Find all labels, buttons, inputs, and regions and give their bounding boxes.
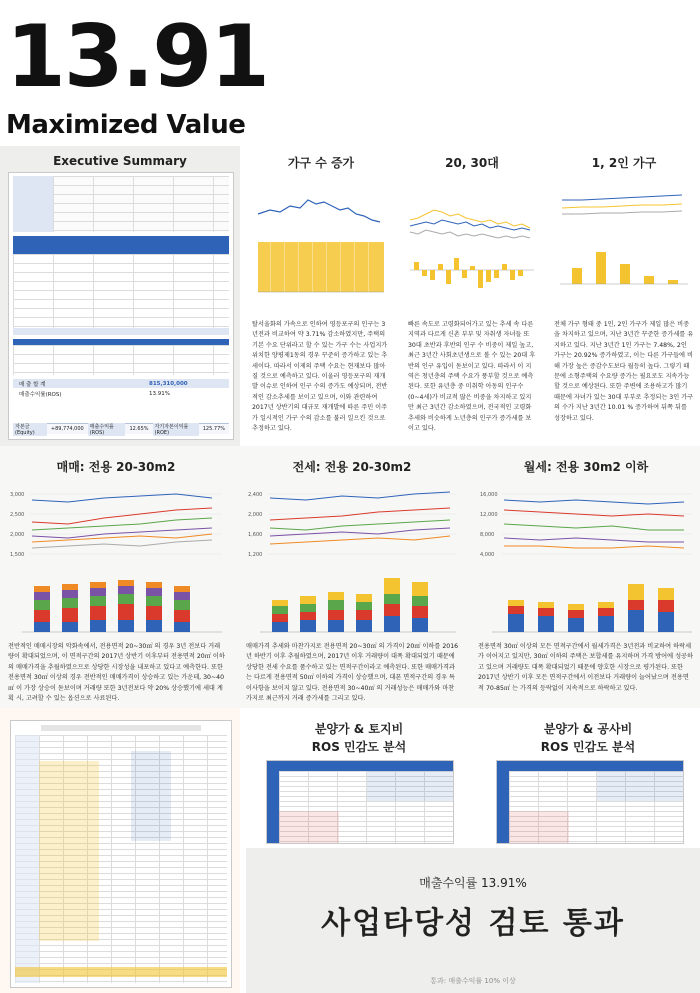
monthly-panel	[472, 446, 700, 708]
age-description: 빠른 속도로 고령화되어가고 있는 추세 속 다른 지역과 다르게 신촌 부부 및 자취생 자녀들 또 30대 초반과 후반의 인구 수 비중이 제일 높고, 최근 3년간 사회초년생으로 볼 수 있는 20대 후반의 인구 유입이 돋보이고 있다. 따라서 이 지역은 청년층의 주택 수요가 풍부할 것으로 예측된다. 또한 유년층 중 미취학 아동의 인구수 (0~4세)가 비교적 많은 비중을 차지하고 있지만 최근 3년간 감소하였으며, 전국적인 고령화 추세와 비슷하게 노년층의 인구가 증가세를 보이고 있다.	[408, 321, 536, 433]
households-description: 탈서울화의 가속으로 인하여 영등포구의 인구는 3년전과 비교하여 약 3.71% 감소하였지만, 주택의 기본 수요 단위라고 할 수 있는 가구 수는 사업지가 위치한 양평제1동의 경우 꾸준히 증가하고 있는 추세이다. 따라서 이제의 주택 수요는 현재보다 많아질 것으로 예측하고 있다. 이울러 영등포구의 재개발 이슈로 인하여 인구 수의 증가도 예상되며, 전반적인 감소추세를 보이고 있으며, 이와 관련하여 2017년 상반기의 대규모 재개발에 따른 주민 이주가 일시적인 가구 수의 감소를 불러 일으킨 것으로 추정하고 있다.	[252, 321, 388, 433]
sheet-equity-label: 자본금(Equity)	[13, 423, 47, 436]
single-household-panel	[548, 146, 700, 446]
sheet-roe-value: 125.77%	[202, 426, 225, 432]
cashflow-sheet-left-col	[15, 735, 39, 983]
jeonse-description: 매매가격 추세와 마찬가지로 전용면적 20~30㎡ 의 가격이 20㎡ 이하를 2016년 하반기 이후 추월하였으며, 2017년 이후 거래량이 대폭 확대되었기 때문에 상당한 전세 수요를 품수하고 있는 면적구간이라고 예측된다. 또한 매매가격과는 다르게 전용면적 50㎡ 이하의 가격이 상승했으며, 대폰 면적구간의 경우 특이사항을 보이지 않고 있다. 전용면적 30~40㎡ 의 거래성능은 매매가와 마찬가지로 최근까지 거래 증가세를 그리고 있다.	[246, 643, 459, 703]
ros-construction-highlight-pos	[597, 771, 683, 801]
households-bars	[258, 242, 384, 292]
result-footnote: 통과: 매출수익률 10% 이상	[430, 977, 516, 985]
sheet-cost-body	[13, 345, 229, 375]
sale-description: 전반적인 매매시장의 악화속에서, 전용면적 20~30㎡ 의 경우 3년 전보다 거래량이 확대되었으며, 이 면적구간의 2017년 상반기 이후부터 전용면적 20㎡ 이하의 매매가격을 추월하였으므로 상당한 시장성을 내포하고 있다고 예측한다. 또한 전용면적 30㎡ 이상의 경우 전반적인 매매가격이 상승하고 있는 가운데, 30~40㎡ 이 가장 상승이 돋보이며 거래량 또한 3년전보다 약 20% 상승했기에 세대 계획 시, 고려할 수 있는 옵션으로 사료된다.	[8, 643, 225, 703]
ros-land-highlight-neg	[279, 811, 339, 843]
jeonse-y-tick: 1,600	[248, 532, 263, 538]
ros-construction-table-header	[497, 761, 683, 771]
single-household-description: 전체 가구 형태 중 1인, 2인 가구가 제일 많은 비중을 차지하고 있으며, 지난 3년간 꾸준한 증가세를 유지하고 있다. 지난 3년간 1인 가구는 7.48%, 2인 가구는 20.92% 증가하였고, 이는 다른 가구들에 비해 가장 높은 증감수도보다 월등히 높다. 그렇기 때문에 소형주택의 수요량 증가는 필요로도 지속가능할 것으로 예상된다. 또한 주변에 조용하고가 많기 때문에 자녀가 있는 30대 부부로 추정되는 3인 가구의 수가 지난 3년간 10.01 % 증가하여 뒤쪽 뒤를 성장하고 있다.	[554, 321, 694, 422]
sheet-ros2-label: 매출수익률(ROS)	[88, 423, 126, 436]
households-panel	[246, 146, 396, 446]
sale-y-tick: 3,000	[10, 492, 25, 498]
result-headline: 사업타당성 검토 통과	[321, 906, 625, 941]
sale-y-tick: 1,500	[10, 552, 25, 558]
monthly-bar-stack	[508, 584, 674, 632]
age-panel	[402, 146, 542, 446]
ros-construction-title-2: ROS 민감도 분석	[540, 740, 636, 754]
sheet-equity-value: +89,774,000	[50, 426, 84, 432]
single-line-chart	[562, 195, 682, 214]
single-household-chart	[552, 180, 696, 300]
sale-panel	[0, 446, 232, 708]
ros-land-table-header	[267, 761, 453, 771]
households-chart	[250, 180, 392, 300]
sheet-roe-label: 자기자본이익률(ROE)	[153, 423, 199, 436]
executive-summary-sheet	[8, 172, 234, 440]
sale-bar-chart	[8, 570, 226, 636]
sheet-table-body	[13, 254, 229, 328]
ros-land-title-1: 분양가 & 토지비	[314, 722, 404, 736]
sheet-table-header	[13, 236, 229, 254]
executive-summary-title: Executive Summary	[53, 154, 187, 168]
sheet-ros-value: 13.91%	[149, 390, 170, 397]
ros-construction-highlight-neg	[509, 811, 569, 843]
result-rate: 매출수익률 13.91%	[419, 876, 527, 890]
headline-value: 13.91	[6, 7, 269, 107]
jeonse-y-tick: 2,000	[248, 512, 263, 518]
sheet-total-label: 매 출 합 계	[19, 381, 46, 388]
ros-land-panel	[246, 708, 472, 848]
executive-summary-panel	[0, 146, 240, 446]
cashflow-sheet-title-bar	[41, 725, 201, 731]
age-bar-chart	[414, 258, 523, 288]
single-bar-chart	[572, 252, 678, 284]
monthly-description: 전용면적 30㎡ 이상의 모든 면적구간에서 월세가격은 3년전과 비교하여 하락세가 이어지고 있지만, 30㎡ 이하의 주택은 보합세를 유지하며 가격 방어에 성공하고 있으며 거래량도 대폭 확대되었기 때문에 양호한 시장으로 평가된다. 또한 2017년 상반기 이후 모든 면적구간에서 이전보다 거래량이 늘어났으며 전용면적 70-85㎡ 는 가격의 등락없이 지속적으로 하락하고 있다.	[478, 643, 694, 692]
ros-construction-panel	[476, 708, 700, 848]
single-household-title: 1, 2인 가구	[591, 156, 657, 170]
sale-title: 매매: 전용 20-30m2	[56, 460, 176, 474]
age-title: 20, 30대	[445, 156, 499, 170]
sale-bar-stack	[34, 580, 190, 632]
jeonse-line-chart	[246, 480, 460, 562]
cashflow-sheet-blue-cells	[131, 751, 171, 841]
result-panel	[246, 848, 700, 993]
ros-construction-table	[496, 760, 684, 844]
ros-construction-table-side	[497, 771, 509, 843]
jeonse-title: 전세: 전용 20-30m2	[292, 460, 412, 474]
jeonse-y-tick: 2,400	[248, 492, 263, 498]
monthly-y-tick: 12,000	[480, 512, 498, 518]
sheet-total-value: 815,310,000	[149, 380, 188, 387]
jeonse-bar-stack	[272, 578, 428, 632]
cashflow-sheet-panel	[0, 708, 240, 993]
monthly-y-tick: 4,000	[480, 552, 495, 558]
monthly-y-tick: 16,000	[480, 492, 498, 498]
ros-land-table-side	[267, 771, 279, 843]
households-line	[258, 200, 380, 222]
jeonse-bar-chart	[246, 570, 460, 636]
sheet-info-label-column	[13, 176, 53, 232]
ros-land-highlight-pos	[367, 771, 453, 801]
cashflow-sheet-footer	[15, 967, 227, 977]
monthly-line-chart	[478, 480, 696, 562]
sale-y-tick: 2,500	[10, 512, 25, 518]
jeonse-y-tick: 1,200	[248, 552, 263, 558]
ros-land-table	[266, 760, 454, 844]
jeonse-panel	[240, 446, 464, 708]
age-line-chart	[410, 210, 530, 238]
cashflow-sheet-highlight	[39, 761, 99, 941]
headline-subtitle: Maximized Value	[6, 110, 246, 140]
sheet-ros2-value: 12.65%	[129, 426, 149, 432]
sheet-bottom-row	[13, 423, 229, 434]
sale-line-chart	[8, 480, 226, 562]
sale-y-tick: 2,000	[10, 532, 25, 538]
monthly-y-tick: 8,000	[480, 532, 495, 538]
sheet-total-row	[13, 379, 229, 388]
cashflow-sheet	[10, 720, 232, 988]
sheet-ros-label: 매출수익률(ROS)	[19, 391, 62, 398]
sheet-table-subtotal	[13, 328, 229, 335]
monthly-title: 월세: 전용 30m2 이하	[523, 460, 649, 474]
ros-construction-title-1: 분양가 & 공사비	[543, 722, 633, 736]
monthly-bar-chart	[478, 570, 696, 636]
households-title: 가구 수 증가	[287, 156, 355, 170]
age-chart	[406, 180, 538, 300]
sheet-ros-row	[13, 389, 229, 398]
ros-land-title-2: ROS 민감도 분석	[311, 740, 407, 754]
